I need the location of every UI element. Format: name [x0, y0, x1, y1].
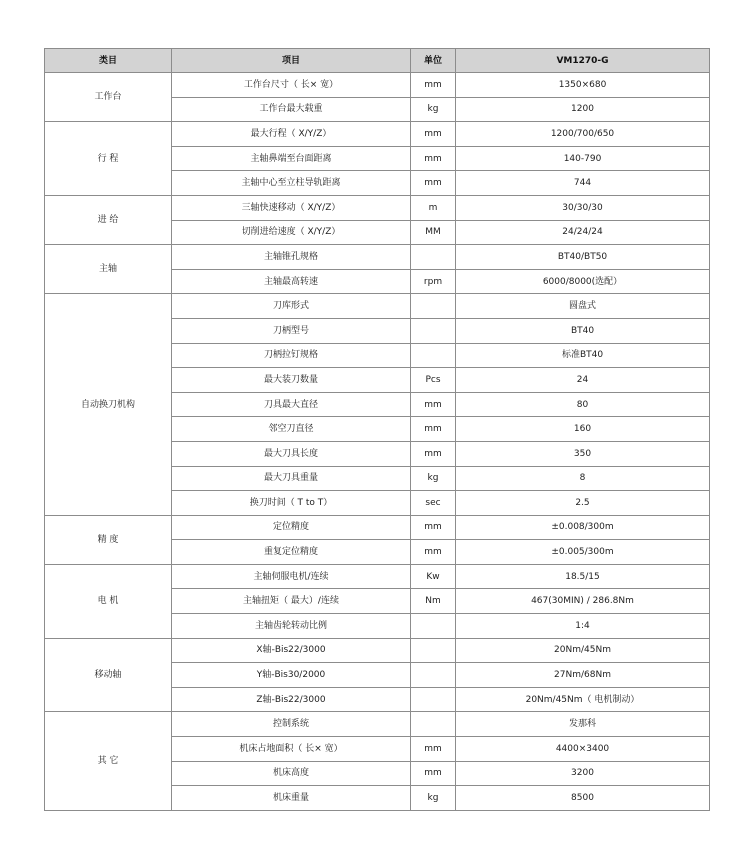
unit-cell — [411, 614, 456, 639]
unit-cell: mm — [411, 737, 456, 762]
unit-cell: mm — [411, 441, 456, 466]
header-row — [45, 49, 710, 73]
header-category: 类目 — [45, 49, 172, 73]
unit-cell: sec — [411, 491, 456, 516]
value-cell: 80 — [456, 392, 710, 417]
value-cell: 467(30MIN) / 286.8Nm — [456, 589, 710, 614]
item-cell: 最大行程（ X/Y/Z） — [172, 122, 411, 147]
value-cell: 2.5 — [456, 491, 710, 516]
item-cell: 刀库形式 — [172, 294, 411, 319]
table-row — [45, 712, 710, 737]
value-cell: 20Nm/45Nm — [456, 638, 710, 663]
value-cell: 6000/8000(选配） — [456, 269, 710, 294]
unit-cell: rpm — [411, 269, 456, 294]
unit-cell — [411, 318, 456, 343]
value-cell: 圆盘式 — [456, 294, 710, 319]
item-cell: 刀具最大直径 — [172, 392, 411, 417]
value-cell: 20Nm/45Nm（ 电机制动） — [456, 687, 710, 712]
unit-cell: mm — [411, 417, 456, 442]
unit-cell: mm — [411, 171, 456, 196]
table-row — [45, 245, 710, 270]
category-cell: 进 给 — [45, 195, 172, 244]
category-cell: 自动换刀机构 — [45, 294, 172, 515]
item-cell: 三轴快速移动（ X/Y/Z） — [172, 195, 411, 220]
value-cell: 8 — [456, 466, 710, 491]
item-cell: 刀柄拉钉规格 — [172, 343, 411, 368]
value-cell: 发那科 — [456, 712, 710, 737]
value-cell: 8500 — [456, 786, 710, 811]
item-cell: 主轴伺服电机/连续 — [172, 564, 411, 589]
unit-cell — [411, 638, 456, 663]
table-row — [45, 294, 710, 319]
category-cell: 移动轴 — [45, 638, 172, 712]
unit-cell: kg — [411, 786, 456, 811]
unit-cell: mm — [411, 515, 456, 540]
item-cell: 工作台尺寸（ 长× 宽） — [172, 73, 411, 98]
item-cell: X轴-Bis22/3000 — [172, 638, 411, 663]
value-cell: 27Nm/68Nm — [456, 663, 710, 688]
value-cell: 1200 — [456, 97, 710, 122]
table-row — [45, 73, 710, 98]
header-item: 项目 — [172, 49, 411, 73]
unit-cell: Pcs — [411, 368, 456, 393]
item-cell: 换刀时间（ T to T） — [172, 491, 411, 516]
item-cell: 最大刀具长度 — [172, 441, 411, 466]
value-cell: 4400×3400 — [456, 737, 710, 762]
item-cell: 机床占地面积（ 长× 宽） — [172, 737, 411, 762]
item-cell: 刀柄型号 — [172, 318, 411, 343]
unit-cell: m — [411, 195, 456, 220]
unit-cell: Nm — [411, 589, 456, 614]
item-cell: 定位精度 — [172, 515, 411, 540]
unit-cell — [411, 294, 456, 319]
item-cell: 控制系统 — [172, 712, 411, 737]
table-row — [45, 564, 710, 589]
spec-table — [44, 48, 710, 811]
unit-cell — [411, 663, 456, 688]
item-cell: 主轴锥孔规格 — [172, 245, 411, 270]
item-cell: 机床高度 — [172, 761, 411, 786]
unit-cell: mm — [411, 392, 456, 417]
item-cell: 机床重量 — [172, 786, 411, 811]
item-cell: 工作台最大载重 — [172, 97, 411, 122]
value-cell: 1350×680 — [456, 73, 710, 98]
value-cell: 160 — [456, 417, 710, 442]
value-cell: 30/30/30 — [456, 195, 710, 220]
value-cell: 1200/700/650 — [456, 122, 710, 147]
value-cell: 1:4 — [456, 614, 710, 639]
unit-cell: Kw — [411, 564, 456, 589]
value-cell: 24 — [456, 368, 710, 393]
value-cell: 标准BT40 — [456, 343, 710, 368]
header-unit: 单位 — [411, 49, 456, 73]
category-cell: 行 程 — [45, 122, 172, 196]
spec-body — [45, 73, 710, 811]
item-cell: 主轴最高转速 — [172, 269, 411, 294]
value-cell: 140-790 — [456, 146, 710, 171]
value-cell: 3200 — [456, 761, 710, 786]
unit-cell: kg — [411, 97, 456, 122]
unit-cell — [411, 245, 456, 270]
table-row — [45, 195, 710, 220]
item-cell: 主轴中心至立柱导轨距离 — [172, 171, 411, 196]
unit-cell — [411, 712, 456, 737]
unit-cell: mm — [411, 122, 456, 147]
unit-cell: MM — [411, 220, 456, 245]
unit-cell: mm — [411, 540, 456, 565]
unit-cell: mm — [411, 146, 456, 171]
item-cell: 主轴扭矩（ 最大）/连续 — [172, 589, 411, 614]
category-cell: 电 机 — [45, 564, 172, 638]
item-cell: Z轴-Bis22/3000 — [172, 687, 411, 712]
item-cell: 切削进给速度（ X/Y/Z） — [172, 220, 411, 245]
value-cell: 18.5/15 — [456, 564, 710, 589]
category-cell: 精 度 — [45, 515, 172, 564]
item-cell: 主轴鼻端至台面距离 — [172, 146, 411, 171]
table-row — [45, 515, 710, 540]
item-cell: 主轴齿轮转动比例 — [172, 614, 411, 639]
unit-cell — [411, 343, 456, 368]
unit-cell — [411, 687, 456, 712]
category-cell: 工作台 — [45, 73, 172, 122]
value-cell: 744 — [456, 171, 710, 196]
value-cell: ±0.005/300m — [456, 540, 710, 565]
item-cell: 最大装刀数量 — [172, 368, 411, 393]
value-cell: 24/24/24 — [456, 220, 710, 245]
table-row — [45, 638, 710, 663]
value-cell: BT40/BT50 — [456, 245, 710, 270]
unit-cell: kg — [411, 466, 456, 491]
value-cell: ±0.008/300m — [456, 515, 710, 540]
category-cell: 其 它 — [45, 712, 172, 810]
item-cell: 最大刀具重量 — [172, 466, 411, 491]
value-cell: BT40 — [456, 318, 710, 343]
unit-cell: mm — [411, 73, 456, 98]
category-cell: 主轴 — [45, 245, 172, 294]
item-cell: 邻空刀直径 — [172, 417, 411, 442]
item-cell: 重复定位精度 — [172, 540, 411, 565]
item-cell: Y轴-Bis30/2000 — [172, 663, 411, 688]
unit-cell: mm — [411, 761, 456, 786]
table-row — [45, 122, 710, 147]
header-model: VM1270-G — [456, 49, 710, 73]
value-cell: 350 — [456, 441, 710, 466]
